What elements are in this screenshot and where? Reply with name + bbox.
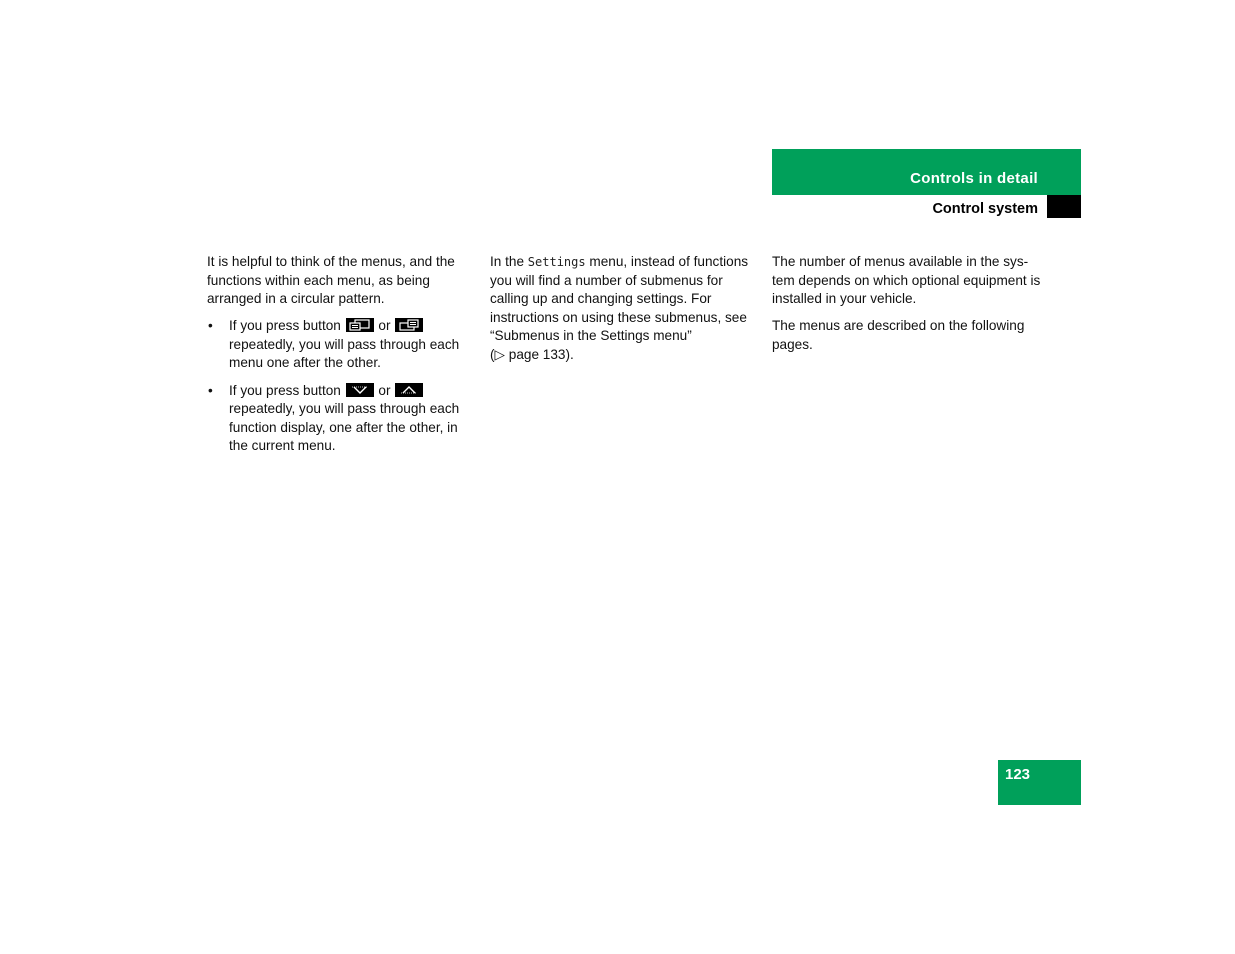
bullet-dot: •: [208, 382, 213, 398]
list-item: [207, 382, 475, 456]
column-2: [490, 253, 758, 373]
intro-paragraph: It is helpful to think of the menus, and the functions within each menu, as being arranged in a circular pattern.: [207, 254, 455, 307]
column-1: [207, 253, 475, 464]
settings-text-after: menu, instead of functions you will find a number of submenus for calling up and changing settings. For instructions on using these submenus, see “Submenus in the Settings menu”: [490, 254, 749, 344]
arrow-up-icon: [395, 383, 423, 397]
subsection-title: Control system: [932, 201, 1038, 217]
page-ref-open: (: [490, 346, 495, 362]
list-item: [207, 317, 475, 373]
bullet-or: or: [378, 382, 391, 398]
settings-paragraph: [490, 253, 758, 365]
column-3: [772, 253, 1044, 363]
bullet-list: [207, 317, 475, 456]
menus-described-paragraph: The menus are described on the following pages.: [772, 318, 1025, 352]
arrow-down-icon: [346, 383, 374, 397]
bullet-text-after: repeatedly, you will pass through each function display, one after the other, in the current menu.: [229, 401, 460, 454]
page-ref-arrow-icon: ▷: [494, 346, 505, 362]
section-title: Controls in detail: [910, 170, 1038, 187]
menu-back-icon: [346, 318, 374, 332]
settings-text-before: In the: [490, 254, 525, 269]
menus-available-paragraph: The number of menus available in the sys-tem depends on which optional equipment is installed in your vehicle.: [772, 254, 1041, 307]
subsection-header: [772, 195, 1081, 218]
page-ref-link[interactable]: page 133).: [505, 346, 574, 362]
menu-forward-icon: [395, 318, 423, 332]
bullet-or: or: [378, 318, 391, 334]
subsection-marker: [1047, 195, 1081, 218]
section-header: [772, 149, 1081, 195]
bullet-text-before: If you press button: [229, 318, 341, 334]
settings-menu-name: Settings: [527, 255, 586, 269]
page-number: 123: [1005, 766, 1031, 783]
bullet-dot: •: [208, 318, 213, 334]
bullet-text-before: If you press button: [229, 382, 341, 398]
bullet-text-after: repeatedly, you will pass through each menu one after the other.: [229, 336, 460, 371]
page-number-box: [998, 760, 1081, 805]
